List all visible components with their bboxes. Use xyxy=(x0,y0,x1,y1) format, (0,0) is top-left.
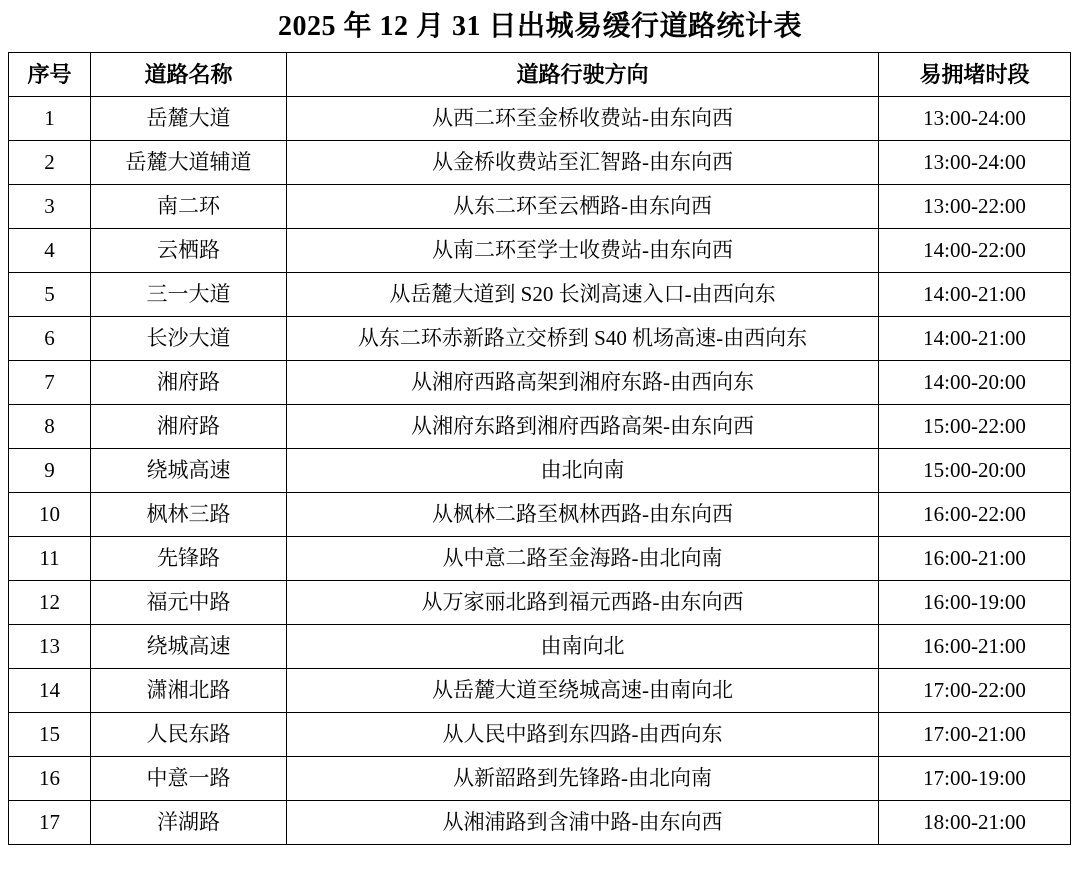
cell-direction: 由北向南 xyxy=(287,448,879,492)
page-title: 2025 年 12 月 31 日出城易缓行道路统计表 xyxy=(277,11,802,42)
cell-index: 2 xyxy=(9,140,91,184)
cell-direction: 从枫林二路至枫林西路-由东向西 xyxy=(287,492,879,536)
cell-index: 4 xyxy=(9,228,91,272)
table-header-row xyxy=(9,52,1071,96)
cell-index: 14 xyxy=(9,668,91,712)
cell-direction: 从东二环至云栖路-由东向西 xyxy=(287,184,879,228)
table-row xyxy=(9,712,1071,756)
table-row xyxy=(9,184,1071,228)
cell-time: 14:00-22:00 xyxy=(879,228,1071,272)
cell-time: 17:00-22:00 xyxy=(879,668,1071,712)
cell-index: 16 xyxy=(9,756,91,800)
table-row xyxy=(9,624,1071,668)
cell-time: 15:00-20:00 xyxy=(879,448,1071,492)
cell-time: 16:00-19:00 xyxy=(879,580,1071,624)
table-row xyxy=(9,448,1071,492)
cell-direction: 从南二环至学士收费站-由东向西 xyxy=(287,228,879,272)
column-header-road-name: 道路名称 xyxy=(91,52,287,96)
cell-road-name: 岳麓大道辅道 xyxy=(91,140,287,184)
cell-index: 5 xyxy=(9,272,91,316)
table-row xyxy=(9,536,1071,580)
cell-direction: 从新韶路到先锋路-由北向南 xyxy=(287,756,879,800)
road-statistics-table xyxy=(8,52,1071,845)
cell-direction: 从岳麓大道到 S20 长浏高速入口-由西向东 xyxy=(287,272,879,316)
cell-road-name: 中意一路 xyxy=(91,756,287,800)
cell-index: 10 xyxy=(9,492,91,536)
cell-time: 18:00-21:00 xyxy=(879,800,1071,844)
cell-index: 11 xyxy=(9,536,91,580)
cell-time: 14:00-21:00 xyxy=(879,316,1071,360)
cell-direction: 从中意二路至金海路-由北向南 xyxy=(287,536,879,580)
table-row xyxy=(9,668,1071,712)
column-header-direction: 道路行驶方向 xyxy=(287,52,879,96)
column-header-index: 序号 xyxy=(9,52,91,96)
cell-road-name: 洋湖路 xyxy=(91,800,287,844)
table-row xyxy=(9,140,1071,184)
cell-direction: 从人民中路到东四路-由西向东 xyxy=(287,712,879,756)
cell-index: 15 xyxy=(9,712,91,756)
cell-time: 17:00-21:00 xyxy=(879,712,1071,756)
cell-index: 8 xyxy=(9,404,91,448)
table-row xyxy=(9,492,1071,536)
table-row xyxy=(9,96,1071,140)
cell-time: 17:00-19:00 xyxy=(879,756,1071,800)
cell-index: 9 xyxy=(9,448,91,492)
cell-index: 6 xyxy=(9,316,91,360)
table-row xyxy=(9,580,1071,624)
cell-direction: 从湘府西路高架到湘府东路-由西向东 xyxy=(287,360,879,404)
cell-index: 17 xyxy=(9,800,91,844)
cell-direction: 从东二环赤新路立交桥到 S40 机场高速-由西向东 xyxy=(287,316,879,360)
cell-road-name: 湘府路 xyxy=(91,404,287,448)
cell-time: 15:00-22:00 xyxy=(879,404,1071,448)
cell-direction: 从岳麓大道至绕城高速-由南向北 xyxy=(287,668,879,712)
table-row xyxy=(9,316,1071,360)
cell-direction: 从万家丽北路到福元西路-由东向西 xyxy=(287,580,879,624)
cell-direction: 从湘府东路到湘府西路高架-由东向西 xyxy=(287,404,879,448)
cell-time: 14:00-20:00 xyxy=(879,360,1071,404)
cell-direction: 从金桥收费站至汇智路-由东向西 xyxy=(287,140,879,184)
cell-index: 12 xyxy=(9,580,91,624)
table-row xyxy=(9,228,1071,272)
table-body xyxy=(9,96,1071,844)
cell-time: 13:00-22:00 xyxy=(879,184,1071,228)
cell-road-name: 湘府路 xyxy=(91,360,287,404)
table-row xyxy=(9,756,1071,800)
cell-direction: 从湘浦路到含浦中路-由东向西 xyxy=(287,800,879,844)
cell-road-name: 潇湘北路 xyxy=(91,668,287,712)
cell-time: 13:00-24:00 xyxy=(879,96,1071,140)
cell-index: 1 xyxy=(9,96,91,140)
cell-index: 7 xyxy=(9,360,91,404)
cell-time: 16:00-21:00 xyxy=(879,624,1071,668)
cell-direction: 由南向北 xyxy=(287,624,879,668)
cell-road-name: 福元中路 xyxy=(91,580,287,624)
cell-time: 16:00-21:00 xyxy=(879,536,1071,580)
cell-time: 13:00-24:00 xyxy=(879,140,1071,184)
cell-road-name: 绕城高速 xyxy=(91,624,287,668)
table-row xyxy=(9,272,1071,316)
column-header-congestion-time: 易拥堵时段 xyxy=(879,52,1071,96)
cell-time: 16:00-22:00 xyxy=(879,492,1071,536)
cell-time: 14:00-21:00 xyxy=(879,272,1071,316)
cell-road-name: 绕城高速 xyxy=(91,448,287,492)
cell-road-name: 南二环 xyxy=(91,184,287,228)
cell-road-name: 先锋路 xyxy=(91,536,287,580)
table-row xyxy=(9,404,1071,448)
cell-index: 13 xyxy=(9,624,91,668)
table-row xyxy=(9,800,1071,844)
cell-direction: 从西二环至金桥收费站-由东向西 xyxy=(287,96,879,140)
cell-road-name: 岳麓大道 xyxy=(91,96,287,140)
cell-road-name: 枫林三路 xyxy=(91,492,287,536)
table-header xyxy=(9,52,1071,96)
cell-road-name: 云栖路 xyxy=(91,228,287,272)
cell-road-name: 人民东路 xyxy=(91,712,287,756)
cell-road-name: 长沙大道 xyxy=(91,316,287,360)
table-row xyxy=(9,360,1071,404)
cell-road-name: 三一大道 xyxy=(91,272,287,316)
cell-index: 3 xyxy=(9,184,91,228)
